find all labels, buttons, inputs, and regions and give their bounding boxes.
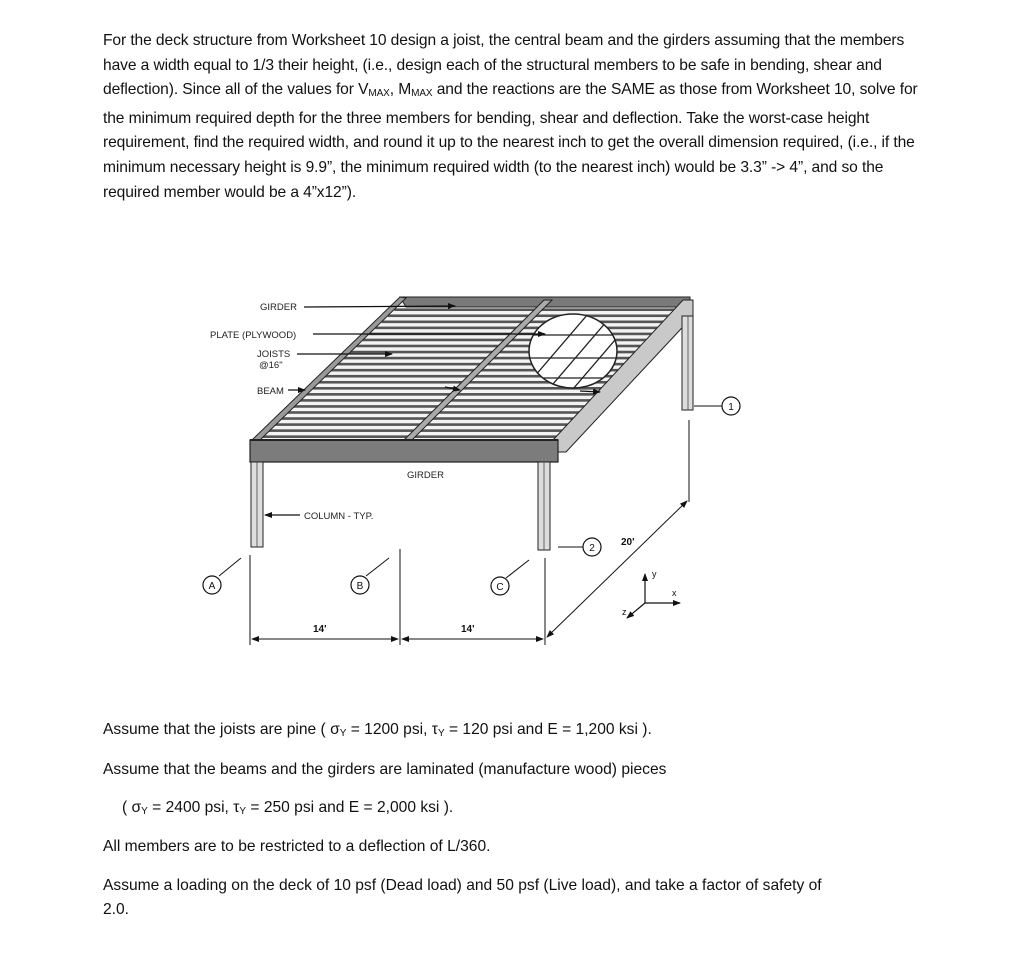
- sigma-subscript: Y: [339, 728, 347, 739]
- label-column-typ: COLUMN - TYP.: [304, 511, 374, 522]
- label-girder-top: GIRDER: [260, 302, 297, 313]
- dimension-depth: [547, 501, 687, 637]
- label-beam: BEAM: [257, 386, 284, 397]
- column-back-right: [682, 316, 693, 410]
- front-girder: [250, 440, 558, 462]
- beams-text-3: = 250 psi and E = 2,000 ksi ).: [246, 799, 454, 816]
- intro-text-3: and the reactions are the SAME as those from Worksheet 10, solve for the minimum required depth for the three members for bending, shear and deflection. Take the worst-case height requirement, find the required width, and round it up to the nearest inch to get the overall dimension required, (i.e., if the minimum necessary height is 9.9”, the minimum required width (to the nearest inch) would be 3.3” -> 4”, and so the required member would be a 4”x12”).: [103, 81, 918, 201]
- assumption-joists: [103, 719, 652, 745]
- joists-text-2: = 1200 psi, τ: [346, 721, 438, 738]
- axis-z-label: z: [622, 607, 627, 617]
- deck-structure-diagram: [190, 280, 790, 670]
- problem-statement: [103, 29, 923, 205]
- label-girder-front: GIRDER: [407, 470, 444, 481]
- assumption-loading: Assume a loading on the deck of 10 psf (Dead load) and 50 psf (Live load), and take a factor of safety of: [103, 877, 822, 894]
- dimension-span-left-label: 14': [313, 624, 327, 635]
- assumption-deflection: All members are to be restricted to a deflection of L/360.: [103, 838, 491, 855]
- assumption-beams-girders: Assume that the beams and the girders are laminated (manufacture wood) pieces: [103, 761, 667, 778]
- axis-x-label: x: [672, 588, 677, 598]
- intro-text-1: For the deck structure from Worksheet 10 design a joist, the central beam and the girders assuming that the members have a width equal to 1/3 their height, (i.e., design each of the structural members to be safe in bending, shear and deflection). Since all of the values for V: [103, 32, 905, 99]
- beams-text-2: = 2400 psi, τ: [147, 799, 240, 816]
- grid-marker-a-label: A: [208, 581, 216, 592]
- label-joists: JOISTS: [257, 349, 291, 360]
- grid-marker-1-label: 1: [728, 402, 734, 413]
- dimension-span-right-label: 14': [461, 624, 475, 635]
- beams-text-1: ( σ: [122, 799, 142, 816]
- tau-subscript: Y: [239, 806, 247, 817]
- joists-text-1: Assume that the joists are pine ( σ: [103, 721, 340, 738]
- grid-marker-2-label: 2: [589, 543, 595, 554]
- intro-text-2: , M: [389, 81, 412, 99]
- dimension-depth-label: 20': [621, 537, 635, 548]
- joists-text-3: = 120 psi and E = 1,200 ksi ).: [444, 721, 652, 738]
- assumption-beams-properties: [122, 797, 453, 823]
- mmax-subscript: MAX: [411, 88, 433, 100]
- label-joists-spacing: @16": [259, 360, 283, 371]
- assumption-loading-cont: 2.0.: [103, 901, 130, 918]
- label-plate-plywood: PLATE (PLYWOOD): [210, 330, 297, 341]
- grid-marker-c-label: C: [496, 582, 504, 593]
- vmax-subscript: MAX: [368, 88, 390, 100]
- sigma-subscript: Y: [141, 806, 148, 817]
- axis-y-label: y: [652, 569, 657, 579]
- grid-marker-b-label: B: [356, 581, 364, 592]
- tau-subscript: Y: [437, 728, 445, 739]
